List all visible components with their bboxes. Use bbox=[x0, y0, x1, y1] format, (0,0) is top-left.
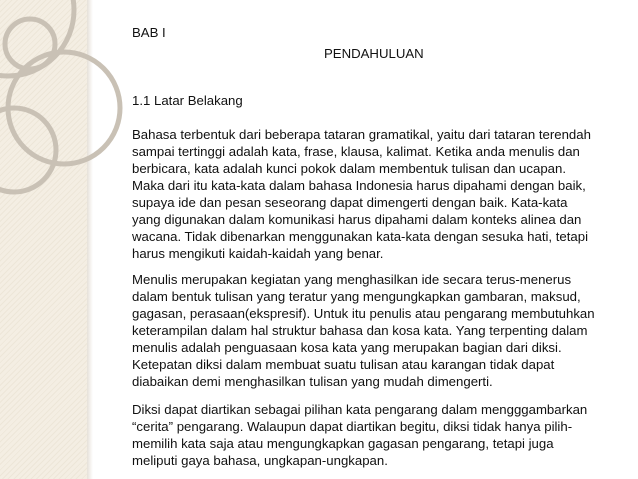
paragraph-line: harus mengikuti kaidah-kaidah yang benar. bbox=[132, 246, 384, 261]
paragraph-line: gagasan, perasaan(ekspresif). Untuk itu penulis atau pengarang membutuhkan bbox=[132, 306, 595, 321]
paragraph-line: menulis adalah penguasaan kosa kata yang merupakan bagian dari diksi. bbox=[132, 340, 562, 355]
paragraph-line: sampai tertinggi adalah kata, frase, klausa, kalimat. Ketika anda menulis dan bbox=[132, 144, 580, 159]
paragraph-1 bbox=[132, 126, 602, 262]
paragraph-line: meliputi gaya bahasa, ungkapan-ungkapan. bbox=[132, 453, 388, 468]
paragraph-line: Diksi dapat diartikan sebagai pilihan kata pengarang dalam mengggambarkan bbox=[132, 402, 588, 417]
page-title: PENDAHULUAN bbox=[324, 46, 424, 61]
paragraph-2 bbox=[132, 271, 602, 390]
decorative-rings bbox=[0, 0, 140, 479]
paragraph-line: Ketepatan diksi dalam membuat suatu tulisan atau karangan tidak dapat bbox=[132, 357, 555, 372]
paragraph-line: supaya ide dan pesan seseorang dapat dimengerti dengan baik. Kata-kata bbox=[132, 195, 568, 210]
paragraph-line: keterampilan dalam hal struktur bahasa dan kosa kata. Yang terpenting dalam bbox=[132, 323, 588, 338]
section-heading: 1.1 Latar Belakang bbox=[132, 93, 243, 108]
chapter-label: BAB I bbox=[132, 25, 166, 40]
ring-large-top bbox=[0, 0, 74, 76]
paragraph-line: memilih kata saja atau mengungkapkan gagasan pengarang, tetapi juga bbox=[132, 436, 554, 451]
paragraph-line: berbicara, kata adalah kunci pokok dalam membentuk tulisan dan ucapan. bbox=[132, 161, 566, 176]
paragraph-line: dalam bentuk tulisan yang teratur yang mengungkapkan gambaran, maksud, bbox=[132, 289, 581, 304]
paragraph-line: Menulis merupakan kegiatan yang menghasilkan ide secara terus-menerus bbox=[132, 272, 572, 287]
paragraph-line: Maka dari itu kata-kata dalam bahasa Indonesia harus dipahami dengan baik, bbox=[132, 178, 586, 193]
paragraph-line: Bahasa terbentuk dari beberapa tataran gramatikal, yaitu dari tataran terendah bbox=[132, 127, 591, 142]
paragraph-line: yang digunakan dalam komunikasi harus dipahami dalam konteks alinea dan bbox=[132, 212, 582, 227]
paragraph-line: wacana. Tidak dibenarkan menggunakan kata-kata dengan sesuka hati, tetapi bbox=[132, 229, 589, 244]
paragraph-line: “cerita” pengarang. Walaupun dapat diartikan begitu, diksi tidak hanya pilih- bbox=[132, 419, 573, 434]
paragraph-line: diabaikan demi menghasilkan tulisan yang mudah dimengerti. bbox=[132, 374, 493, 389]
paragraph-3 bbox=[132, 401, 602, 469]
